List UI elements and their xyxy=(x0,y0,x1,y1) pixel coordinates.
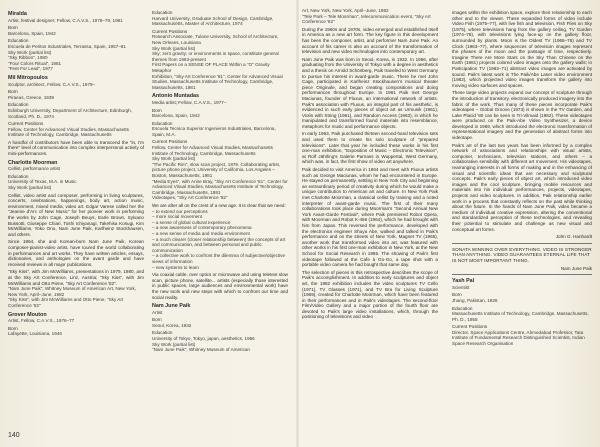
field-text: Jhang, Pakistan, 1926 xyxy=(452,297,498,303)
field-label: Education xyxy=(8,38,29,44)
field-text: Massachusetts Institute of Technology, Cambridge, Massachusetts, Ph. D., 1958 xyxy=(452,311,589,322)
body-paragraph: Cellist, video artist and composer, performing in living sculptures, concerts, celebrations, happenings, body art, action music, environment, mixed media, video art. Edgar Varese called her the "Jeanne d'Arc of New Music" for her pioneer work in performing the works by John Cage, Joseph Beuys, Earle Brown, Sylvano Bussotti, Giuseppe Chiari, Toshi Ichiyanagi, Takehisa Kosugi, Kim McWilliams, Yoko Ono, Nam June Paik, Karlheinz Stockhausen, and others. xyxy=(8,192,144,237)
field-text: Sky; zero gravity; or environments in space, constitute general themes from 1963-present xyxy=(152,51,279,62)
field-text: Edinburgh University, Department of Architecture, Edinburgh, Scotland, Ph. D., 1974 xyxy=(8,107,133,119)
entry-heading: Miralda xyxy=(8,11,27,17)
field-text: "Feet For Lead", 1977 xyxy=(8,66,53,72)
field-text: Cellist, performance artist xyxy=(8,166,61,172)
field-text: Barcelona, Spain, 1942 xyxy=(152,113,200,119)
section-divider xyxy=(452,243,592,244)
field-text: "The Pacific Rim", slow scan project, 1979. Collaborating artist, picture phone project, University of California, Los Angeles – Boston, Massachusetts, 1981 xyxy=(152,161,281,179)
field-text: "Tele Park – Tele Moorman", telecommunication event, "Sky Art Conference '82" xyxy=(302,13,431,25)
field-label: Current Positions xyxy=(452,324,488,330)
body-paragraph: These large video projects expand our concept of sculpture through the introduction of transitory, electronically produced imagery into the fabric of the work. Thus many of these pieces incorporate Paik's videotapes – Global Groove (1973) is shown in the TV Garden, and Lake Placid '80 can be seen in Tri-Vilmaid (1982). These videotapes were produced on the Paik-Abe Video Synthesizer, a device developed in 1969, which introduced the electronic transformation of representational imagery and the generation of abstract forms into videotape. xyxy=(452,90,592,141)
field-text: – a collective work to confront the dilemma of subjective/objective views of information xyxy=(152,253,286,264)
body-paragraph: We are after all on the crest of a new age. It is clear that we need: xyxy=(152,203,286,208)
field-label: Current Positions xyxy=(8,121,44,127)
body-paragraph: "Sky Kiss", with Jim McWilliams, presentations in 1979, 1980, and at the Sky Art Conference, Linz, Austria; "Sky Kiss", with Jim McWilliams and Otto Piene, "Sky Art Conference '82". xyxy=(8,269,144,286)
body-paragraph: images within the exhibition space, explore their relationship to each other and to the viewer. These expanded forms of video include Video Fish (1975–77), with live fish and television, Fish Flies on Sky (1975), where televisions hang from the gallery ceiling, TV Garden (1974–78), with televisions lying face-up on the gallery floor, surrounded by plants. Moon is the Oldest TV (1965–76) and TV Clock (1963–77), where sequences of television images represent the phases of the moon and the passage of time, respectively. Imagine There Are More Stars on the Sky Than Chinese on the Earth (1981) projects colored video images onto the gallery walls; in Participation TV (1963–71) abstract video images are activated by sound. Paik's latest work is The Paik/Abe Laser video environment (1982), which projected video images transform the gallery into moving video surfaces and spaces. xyxy=(452,10,592,88)
section-divider xyxy=(452,274,592,275)
page-number: 140 xyxy=(8,432,20,439)
author-credit: Nam June Paik xyxy=(560,265,592,271)
field-text: Harvard University, Graduate School of Design, Cambridge, Massachusetts, Master of Architecture, 1974 xyxy=(152,15,274,27)
body-paragraph: During the 1960s and 1970s, video emerged and established itself in America as a new art form. The key figure in this development has been the composer, artist, and performer Nam June Paik. An account of his career is also an account of the transformation of television and new video technologies into contemporary art. xyxy=(302,26,438,55)
field-text: "Sky Kiss", with Jim McWilliams and Otto Piene, "Sky Art Conference '82" xyxy=(8,297,124,308)
field-text: Sky Work (partial list) xyxy=(152,45,196,51)
field-text: – more social movement xyxy=(152,214,203,220)
field-text: Sky Work (partial list) xyxy=(152,156,196,162)
field-text: University of Texas, M.A. in Music xyxy=(8,179,77,185)
column-2 xyxy=(152,8,288,438)
field-text: "Nam June Paik", Whitney Museum of American xyxy=(152,347,250,353)
field-text: "Four Colors Ritual", 1981 xyxy=(8,60,62,66)
body-paragraph: Via coaxial cable, over optics or microwave and using teletext slow scan, picture phone, satellite... artists (especially those interested in public spaces, large audiences and environmental work) have the new tools and new steps with which to confront our time and social reality. xyxy=(152,272,288,300)
author-credit: John G. Hanhardt xyxy=(555,234,592,240)
entry-heading: Nam June Paik xyxy=(152,303,191,310)
entry-heading: Antonio Muntadas xyxy=(152,93,200,100)
field-text: Videotapes, "Sky Art Conference '82" xyxy=(152,195,228,201)
field-text: First Papers on a SENSE OF PLACE Within a "O" Gravity Metaphor xyxy=(152,62,270,73)
entry-heading: Grover Mouton xyxy=(8,311,47,318)
field-text: Lafayette, Louisiana, 1946 xyxy=(8,331,62,337)
field-text: Exhibition, "Sky Art Conference '81", Center for Advanced Visual Studies, Massachusetts Institute of Technology, Cambridge, Massachusetts, 1981 xyxy=(152,73,283,90)
field-text: University of Tokyo, Tokyo, japan, aesthetics, 1956 xyxy=(152,336,255,342)
entry-heading: Mil Mitropoulos xyxy=(8,74,48,81)
page-gutter-shadow xyxy=(296,0,299,447)
field-label: Education xyxy=(152,330,173,336)
field-label: Education xyxy=(452,305,473,311)
field-text: Fellow, Center for Advanced Visual Studies, Massachusetts Institute of Technology, Cambridge, Massachusetts xyxy=(152,145,273,156)
field-text: – to extend our perceptions xyxy=(152,208,208,214)
column-1 xyxy=(8,8,144,438)
field-text: "Sky Ribbon", 1980 xyxy=(8,55,48,61)
field-label: Born xyxy=(8,25,18,31)
field-text: – a much clearer (closer relationship between) the concepts of art and communication, and between personal and public communication xyxy=(152,236,286,253)
body-paragraph: Nam June Paik was born in Seoul, Korea, in 1932. In 1956, after graduating from the University of Tokyo with a degree in aesthetics and a thesis on Arnold Schönberg, Paik traveled to West Germany to pursue his interest in avant-garde music. There he met John Cage, participated in Karlheinz Stockhausen's musical theater piece Originale, and began creating compositions and doing performances throughout Europe. In 1961 Paik met George Maciunas, founder of Fluxus, an international network of artists. Paik's association with Fluxus, an integral part of his aesthetic, is evidenced in such early pieces of object art as Urmusik (1961), Violin with String (1961), and Random Access (1963), in which he manipulated and transformed found materials into resemblance, metaphors for music and performance objects. xyxy=(302,56,438,129)
field-text: Escuela de Peritos Industriales, Terrassa, Spain, 1957–61 xyxy=(8,43,126,49)
field-text: Research Associate, Tulane University, School of Architecture, New Orleans, Louisiana xyxy=(152,34,279,45)
field-text: Sculptor, architect, Fellow, C.A.V.S., 1979– xyxy=(8,81,96,87)
body-paragraph: Paik's art of the last two years has been informed by a complex network of associations and relationships with visual artists, composer, technicians, television stations, and others – a collaborative sensibility with different art movement. His videotapes, rearranging interests in all forms of making and in the enhancing of visual and scientific ideas that are necessary and sculptural concepts. Paik's early pieces of object art, which introduced video images and the cool sculpture, bringing mobile resources and materials into his individual performances, projects, videotapes, projects and video sculptures. In addition, Paik relationship earlier work in a process that constantly reflects on the past while thinking about the future. In the hands of Nam June Paik, video became a medium of individual creative expression, altering the conventional and standardized perception of these technologies, and revealing their potential to stimulate and challenge as new visual and conceptual art forms. xyxy=(452,142,592,232)
field-text: Barcelona, Spain, 1942 xyxy=(8,30,56,36)
body-paragraph: Since 1964, she and Korean-born Nam June Paik, Korean composer-pianist-video artist, have toured the world collaborating in performances and art works. They have written articles, essays, dictionaries, and anthologies on the avant garde and have received reviews in all major publications. xyxy=(8,239,144,267)
field-text: Director, Space Applications Centre, Ahmedabad Professor, Tata Institute of Fundamental Research Distinguished Scientist, Indian Space Research Organisation xyxy=(452,329,585,347)
field-label: Education xyxy=(152,120,173,126)
field-text: Sky Work (partial list) xyxy=(152,341,196,347)
field-label: Born xyxy=(8,89,18,95)
field-label: Born xyxy=(452,292,462,298)
field-text: "Nam June Paik", Whitney Museum of American Art, New York, New York, April–June, 1982 xyxy=(8,286,137,297)
entry-heading: Charlotte Moorman xyxy=(8,159,58,166)
column-3 xyxy=(302,8,438,438)
quote-text: SONATA WINNING OVER EVERYTHING. VIDEO IS STRONGER THAN ANYTHING. VIDEO GUARANTEES ETERNAL LIFE THAT IS NOT MOST IMPORTANT THING. xyxy=(452,246,592,263)
field-label: Born xyxy=(8,325,18,331)
field-label: Education xyxy=(8,102,29,108)
field-label: Born xyxy=(152,317,162,323)
field-text: – a sense of global cultural experience xyxy=(152,219,231,225)
column-4 xyxy=(452,8,592,438)
field-text: – a new sense of media and media environment xyxy=(152,230,250,236)
field-text: Media artist; Fellow, C.A.V.S., 1977– xyxy=(152,99,227,105)
field-text: Artist xyxy=(152,309,163,315)
field-text: Piraeus, Greece, 1939 xyxy=(8,94,54,100)
field-text: Artist, Fellow, C.A.V.S., 1976–77 xyxy=(8,318,75,324)
field-label: Education xyxy=(152,10,173,15)
body-paragraph: In early 1963, Paik purchased thirteen second-hand television sets and used them to create his solo sculpture of "prepared televisions". Later that year he included these works in his first one-man exhibition, "Exposition of Music – Electronic Television", at Rolf Jährling's Galerie Parnass in Wuppertal, West Germany, which was, in fact, the first show of video art anywhere. xyxy=(302,131,438,165)
body-paragraph: Paik decided to visit America in 1964 and meet with Fluxus artists such as George Maciunas, whom he had encountered in Europe. He stayed on permanently, settling in New York City and beginning an extraordinary period of creativity during which he would make a unique contribution to American art and culture. In New York Paik met Charlotte Moorman, a classical cellist by training and a noted interpreter of avant-garde music. The first of their many collaborations took place during Moorman's "Second Annual New York Avant-Garde Festival", where Paik premiered Robot Opera, with Moorman and Robot K-456 (1964), which he had brought with him from Japan. This reversed the performance, developed with the electronics engineer Shuya Abe, walked and talked in Paik's performance and on the streets of New York. Magnet TV (1965), another work that transformed video into art, was featured with other works in his first one-man exhibition in New York, at the New School for Social Research in 1965. The showing of Paik's first videotape followed at the Cafe à Go-Go, a tape shot with a portable video camera he had bought that same day. xyxy=(302,167,438,268)
field-label: Current Positions xyxy=(152,139,188,145)
field-label: Current Positions xyxy=(152,28,188,34)
field-text: Sky Work (partial list) xyxy=(8,49,52,55)
field-label: Born xyxy=(152,107,162,113)
field-text: "Media Eyes", with Anne Bray, "Sky Art Conference '81", Center for Advanced Visual Studies, Massachusetts Institute of Technology, Cambridge, Massachusetts, 1981 xyxy=(152,178,288,195)
field-text: Seoul, Korea, 1932 xyxy=(152,322,192,328)
field-text: Sky Work (partial list) xyxy=(8,185,52,191)
field-text: Fellow, Center for Advanced Visual Studies, Massachusetts Institute of Technology, Cambridge, Massachusetts xyxy=(8,126,129,138)
field-text: – a new awareness of contemporary phenomena xyxy=(152,225,252,231)
body-paragraph: A handful of contributors have been able to transcend the "in, I'm there" level of communication into complex interpersonal activity of mini-performances. xyxy=(8,139,144,157)
entry-heading: Yash Pal xyxy=(452,278,475,285)
field-text: Artist, festival designer; Fellow, C.A.V.S., 1978–79, 1981 xyxy=(8,17,123,23)
field-label: Education xyxy=(8,173,29,179)
field-text: Escuela Tecnica Superior Ingenieros Industriales, Barcelona, Spain, M.A. xyxy=(152,126,276,137)
field-text: Scientist xyxy=(452,284,470,290)
body-paragraph: The selection of pieces in this retrospective describes the scope of Paik's accomplishment. In addition to early sculptures and object art, the 1982 exhibition includes the video sculptures TV Cello (1971), TV Glasses (1971), and TV Bra for Living Sculpture (1969), created for Charlotte Moorman, which have been featured in their performances and in Paik's videotapes. The second-floor Film/Video Gallery and a major portion of the fourth floor are devoted to Paik's large video installations, which, through the positioning of televisions and video xyxy=(302,269,438,320)
field-text: Art, New York, New York, April–June, 1982 xyxy=(302,8,389,13)
field-text: – new systems to learn xyxy=(152,264,199,270)
